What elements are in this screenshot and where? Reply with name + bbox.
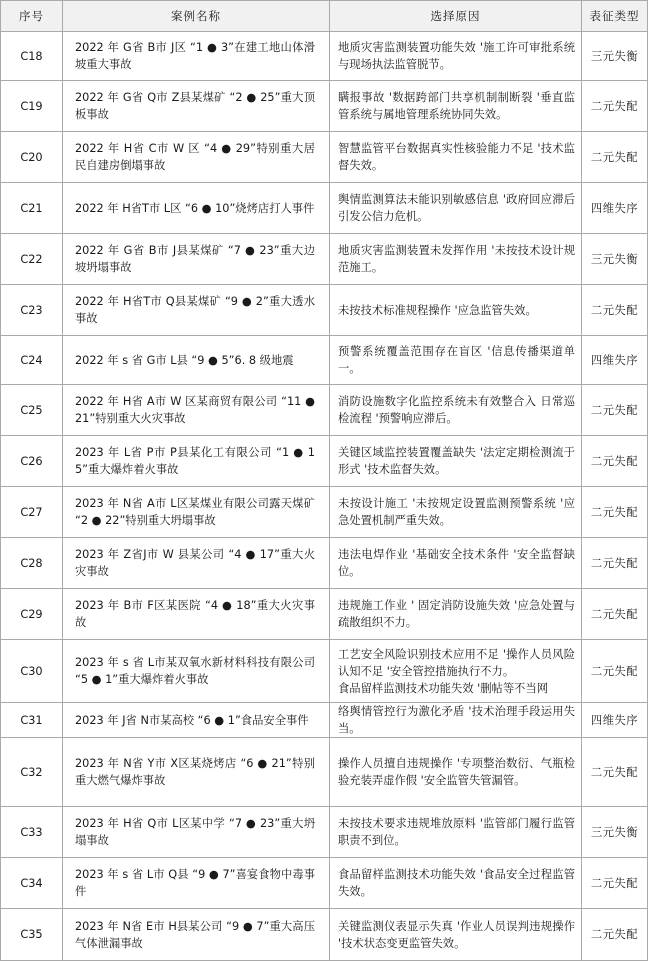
- header-id: 序号: [1, 1, 63, 32]
- case-name: 2023 年 B市 F区某医院 “4 ● 18”重大火灾事故: [63, 589, 330, 640]
- table-row: [1, 385, 648, 436]
- table-row: [1, 703, 648, 738]
- case-id: C32: [1, 738, 63, 807]
- case-id: C34: [1, 858, 63, 909]
- case-name: 2022 年 H省T市 Q县某煤矿 “9 ● 2”重大透水事故: [63, 285, 330, 336]
- case-id: C27: [1, 487, 63, 538]
- case-name: 2023 年 s 省 L市 Q县 “9 ● 7”喜宴食物中毒事件: [63, 858, 330, 909]
- case-name: 2022 年 s 省 G市 L县 “9 ● 5”6. 8 级地震: [63, 336, 330, 385]
- case-reason: 未按设计施工 '未按规定设置监测预警系统 '应急处置机制严重失效。: [330, 487, 582, 538]
- table-row: [1, 858, 648, 909]
- case-name: 2022 年 G省 B市 J区 “1 ● 3”在建工地山体滑坡重大事故: [63, 32, 330, 81]
- case-name: 2022 年 H省 C市 W 区 “4 ● 29”特别重大居民自建房倒塌事故: [63, 132, 330, 183]
- case-reason: 预警系统覆盖范围存在盲区 '信息传播渠道单一。: [330, 336, 582, 385]
- case-id: C22: [1, 234, 63, 285]
- header-reason: 选择原因: [330, 1, 582, 32]
- table-row: [1, 336, 648, 385]
- case-type: 二元失配: [582, 738, 648, 807]
- table-row: [1, 589, 648, 640]
- case-id: C29: [1, 589, 63, 640]
- case-reason: 操作人员擅自违规操作 '专项整治数衍、气瓶检验充装弄虚作假 '安全监管失管漏管。: [330, 738, 582, 807]
- case-type: 二元失配: [582, 487, 648, 538]
- case-id: C30: [1, 640, 63, 703]
- case-type: 三元失衡: [582, 234, 648, 285]
- case-reason: 瞒报事故 '数据跨部门共享机制制断裂 '垂直监管系统与属地管理系统协同失效。: [330, 81, 582, 132]
- case-id: C24: [1, 336, 63, 385]
- case-type: 四维失序: [582, 703, 648, 738]
- case-name: 2023 年 N省 E市 H县某公司 “9 ● 7”重大高压气体泄漏事故: [63, 909, 330, 961]
- case-type: 二元失配: [582, 132, 648, 183]
- case-id: C25: [1, 385, 63, 436]
- case-type: 二元失配: [582, 538, 648, 589]
- case-name: 2023 年 J省 N市某高校 “6 ● 1”食品安全事件: [63, 703, 330, 738]
- case-reason: 地质灾害监测装置功能失效 '施工许可审批系统与现场执法监管脱节。: [330, 32, 582, 81]
- table-row: [1, 807, 648, 858]
- case-type: 二元失配: [582, 285, 648, 336]
- case-type: 三元失衡: [582, 807, 648, 858]
- case-reason: 关键区域监控装置覆盖缺失 '法定定期检测流于形式 '技术监督失效。: [330, 436, 582, 487]
- case-type: 二元失配: [582, 436, 648, 487]
- case-name: 2022 年 H省T市 L区 “6 ● 10”烧烤店打人事件: [63, 183, 330, 234]
- case-type: 三元失衡: [582, 32, 648, 81]
- case-id: C19: [1, 81, 63, 132]
- case-reason-main: 工艺安全风险识别技术应用不足 '操作人员风险认知不足 '安全管控措施执行不力。: [338, 647, 575, 678]
- case-reason: 违规施工作业 ' 固定消防设施失效 '应急处置与疏散组织不力。: [330, 589, 582, 640]
- case-reason: 地质灾害监测装置未发挥作用 '未按技术设计规范施工。: [330, 234, 582, 285]
- case-name: 2023 年 N省 A市 L区某煤业有限公司露天煤矿 “2 ● 22”特别重大坍塌事故: [63, 487, 330, 538]
- table-row: [1, 487, 648, 538]
- case-reason: 违法电焊作业 '基础安全技术条件 '安全监督缺位。: [330, 538, 582, 589]
- case-name: 2023 年 s 省 L市某双氧水新材料科技有限公司 “5 ● 1”重大爆炸着火事故: [63, 640, 330, 703]
- case-id: C20: [1, 132, 63, 183]
- case-id: C21: [1, 183, 63, 234]
- case-id: C18: [1, 32, 63, 81]
- table-row: [1, 738, 648, 807]
- case-reason: 未按技术标准规程操作 '应急监管失效。: [330, 285, 582, 336]
- case-reason: [330, 640, 582, 703]
- case-reason-overflow: 食品留样监测技术功能失效 '删帖等不当网: [338, 681, 549, 695]
- case-type: 二元失配: [582, 81, 648, 132]
- case-type: 二元失配: [582, 909, 648, 961]
- case-reason: 关键监测仪表显示失真 '作业人员误判违规操作 '技术状态变更监管失效。: [330, 909, 582, 961]
- table-row: [1, 132, 648, 183]
- case-id: C23: [1, 285, 63, 336]
- table-row: [1, 183, 648, 234]
- case-name: 2022 年 G省 B市 J县某煤矿 “7 ● 23”重大边坡坍塌事故: [63, 234, 330, 285]
- case-name: 2023 年 L省 P市 P县某化工有限公司 “1 ● 15”重大爆炸着火事故: [63, 436, 330, 487]
- case-id: C28: [1, 538, 63, 589]
- header-type: 表征类型: [582, 1, 648, 32]
- case-id: C31: [1, 703, 63, 738]
- case-id: C33: [1, 807, 63, 858]
- case-type: 二元失配: [582, 640, 648, 703]
- case-type: 二元失配: [582, 385, 648, 436]
- table-row: [1, 234, 648, 285]
- case-type: 二元失配: [582, 589, 648, 640]
- table-row: [1, 538, 648, 589]
- case-reason: 消防设施数字化监控系统未有效整合入 日常巡检流程 '预警响应滞后。: [330, 385, 582, 436]
- case-type: 四维失序: [582, 183, 648, 234]
- table-row: [1, 32, 648, 81]
- case-reason: 未按技术要求违规堆放原料 '监管部门履行监管职责不到位。: [330, 807, 582, 858]
- case-reason: 智慧监管平台数据真实性核验能力不足 '技术监督失效。: [330, 132, 582, 183]
- case-type: 四维失序: [582, 336, 648, 385]
- table-header-row: [1, 1, 648, 32]
- header-name: 案例名称: [63, 1, 330, 32]
- table-row: [1, 909, 648, 961]
- case-id: C26: [1, 436, 63, 487]
- case-reason: 舆情监测算法未能识别敏感信息 '政府回应滞后引发公信力危机。: [330, 183, 582, 234]
- case-name: 2022 年 H省 A市 W 区某商贸有限公司 “11 ● 21”特别重大火灾事故: [63, 385, 330, 436]
- case-name: 2023 年 N省 Y市 X区某烧烤店 “6 ● 21”特别重大燃气爆炸事故: [63, 738, 330, 807]
- table-row: [1, 436, 648, 487]
- table-row: [1, 81, 648, 132]
- case-reason: 食品留样监测技术功能失效 '食品安全过程监管失效。: [330, 858, 582, 909]
- case-reason: 络舆情管控行为激化矛盾 '技术治理手段运用失当。: [330, 703, 582, 738]
- case-name: 2023 年 Z省J市 W 县某公司 “4 ● 17”重大火灾事故: [63, 538, 330, 589]
- case-name: 2022 年 G省 Q市 Z县某煤矿 “2 ● 25”重大顶板事故: [63, 81, 330, 132]
- case-name: 2023 年 H省 Q市 L区某中学 “7 ● 23”重大坍塌事故: [63, 807, 330, 858]
- case-type: 二元失配: [582, 858, 648, 909]
- table-row: [1, 640, 648, 703]
- table-row: [1, 285, 648, 336]
- case-id: C35: [1, 909, 63, 961]
